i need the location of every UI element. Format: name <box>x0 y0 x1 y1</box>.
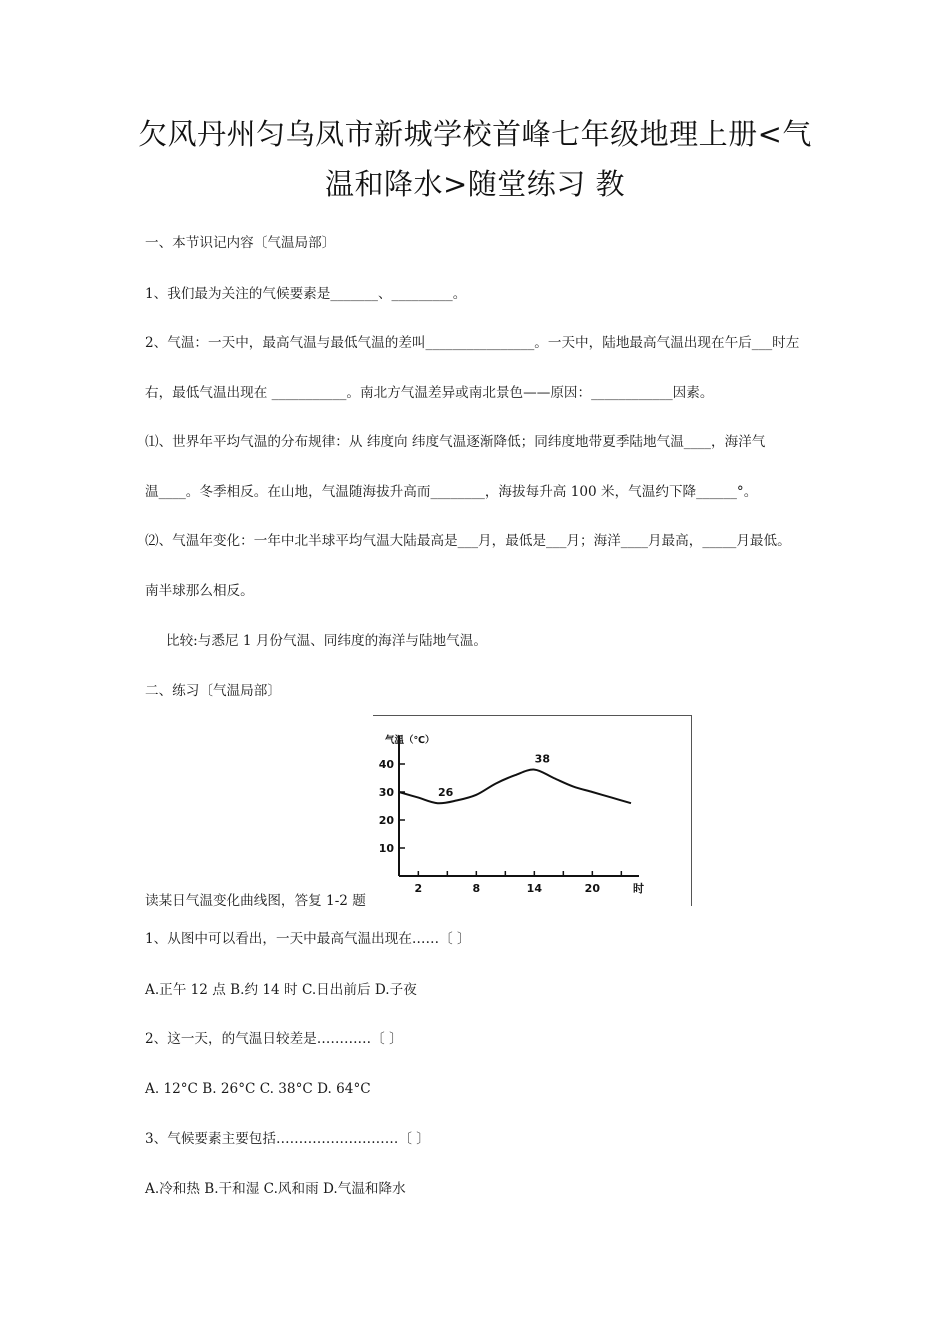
y-axis-label: 气温（℃） <box>385 735 435 746</box>
y-tick-label: 30 <box>378 786 394 799</box>
section2-q2-options: A. 12°C B. 26°C C. 38°C D. 64°C <box>145 1081 371 1097</box>
x-tick-label: 20 <box>584 882 600 895</box>
temperature-chart <box>373 715 692 906</box>
section1-p2-line1: ⑵、气温年变化：一年中北半球平均气温大陆最高是___月，最低是___月；海洋____月最高，_____月最低。 <box>145 533 791 549</box>
section1-compare: 比较:与悉尼 1 月份气温、同纬度的海洋与陆地气温。 <box>166 633 487 649</box>
section2-q3: 3、气候要素主要包括………………………〔 〕 <box>145 1131 430 1147</box>
y-tick-label: 40 <box>378 758 394 771</box>
temperature-chart-svg <box>373 716 691 906</box>
y-tick-label: 10 <box>378 842 394 855</box>
section1-p1-line1: ⑴、世界年平均气温的分布规律：从 纬度向 纬度气温逐渐降低；同纬度地带夏季陆地气温____，海洋气 <box>145 434 766 450</box>
x-tick-label: 2 <box>414 882 423 895</box>
data-label: 26 <box>438 786 454 800</box>
section2-q1-options: A.正午 12 点 B.约 14 时 C.日出前后 D.子夜 <box>145 982 417 998</box>
y-tick-label: 20 <box>378 814 394 827</box>
section1-p1-line2: 温____。冬季相反。在山地，气温随海拔升高而________，海拔每升高 100 米，气温约下降______°。 <box>145 484 758 500</box>
section1-p2-line2: 南半球那么相反。 <box>145 583 254 599</box>
temperature-series-line <box>399 770 631 804</box>
section2-q1: 1、从图中可以看出，一天中最高气温出现在……〔 〕 <box>145 931 471 947</box>
page-title-line2: 温和降水>随堂练习 教 <box>324 167 626 201</box>
section2-heading: 二、练习〔气温局部〕 <box>145 683 281 699</box>
section2-q3-options: A.冷和热 B.干和湿 C.风和雨 D.气温和降水 <box>145 1181 406 1197</box>
section1-q2-line1: 2、气温：一天中，最高气温与最低气温的差叫________________。一天中，陆地最高气温出现在午后___时左 <box>145 335 800 351</box>
x-tick-label: 14 <box>526 882 542 895</box>
x-tick-label: 8 <box>472 882 481 895</box>
page-title-line1: 欠风丹州匀乌凤市新城学校首峰七年级地理上册<气 <box>138 117 812 151</box>
chart-caption: 读某日气温变化曲线图，答复 1-2 题 <box>145 893 366 909</box>
data-label: 38 <box>534 752 550 766</box>
section1-heading: 一、本节识记内容〔气温局部〕 <box>145 235 336 251</box>
section1-q2-line2: 右，最低气温出现在 ___________。南北方气温差异或南北景色——原因：____________因素。 <box>145 385 714 401</box>
x-axis-label: 时 <box>633 882 644 895</box>
section1-q1: 1、我们最为关注的气候要素是_______、_________。 <box>145 286 467 302</box>
section2-q2: 2、这一天，的气温日较差是…………〔 〕 <box>145 1031 403 1047</box>
